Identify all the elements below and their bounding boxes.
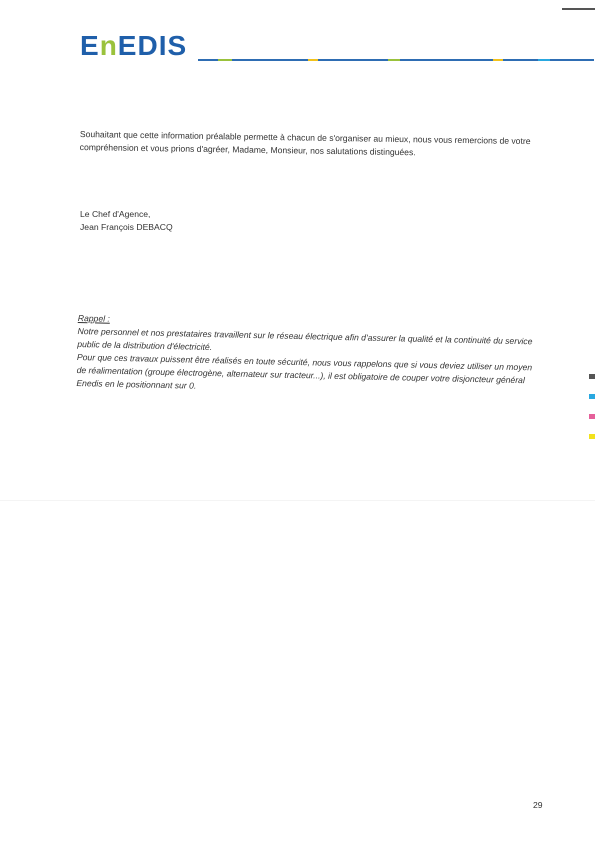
registration-mark	[589, 394, 595, 399]
registration-mark	[589, 414, 595, 419]
header-divider	[198, 59, 594, 61]
registration-mark	[589, 374, 595, 379]
closing-paragraph: Souhaitant que cette information préalable permette à chacun de s'organiser au mieux, nous vous remercions de votre compréhension et vous prions d'agréer, Madame, Monsieur, nos salutations distinguées.	[79, 128, 531, 158]
signature-block	[80, 208, 173, 234]
reminder-paragraph-2: Pour que ces travaux puissent être réalisés en toute sécurité, nous vous rappelons que si vous deviez utiliser un moyen de réalimentation (groupe électrogène, alternateur sur tracteur...), il est obligatoire de couper votre disjoncteur général Enedis en le positionnant sur 0.	[76, 351, 533, 391]
scan-fold-line	[0, 500, 595, 501]
reminder-title: Rappel :	[77, 312, 110, 324]
safety-reminder	[76, 312, 534, 400]
signatory-role: Le Chef d'Agence,	[80, 209, 151, 219]
signatory-name: Jean François DEBACQ	[80, 222, 173, 232]
logo-letters-edis: EDIS	[117, 30, 188, 61]
page-number: 29	[533, 800, 543, 810]
registration-mark	[589, 434, 595, 439]
enedis-logo	[80, 32, 187, 60]
reminder-paragraph-1: Notre personnel et nos prestataires travaillent sur le réseau électrique afin d'assurer la qualité et la continuité du service public de la distribution d'électricité.	[77, 325, 533, 353]
logo-letter-e: E	[80, 30, 100, 61]
logo-letter-n: n	[99, 30, 118, 61]
print-registration-marks	[589, 374, 595, 454]
scan-edge-mark	[562, 8, 595, 10]
